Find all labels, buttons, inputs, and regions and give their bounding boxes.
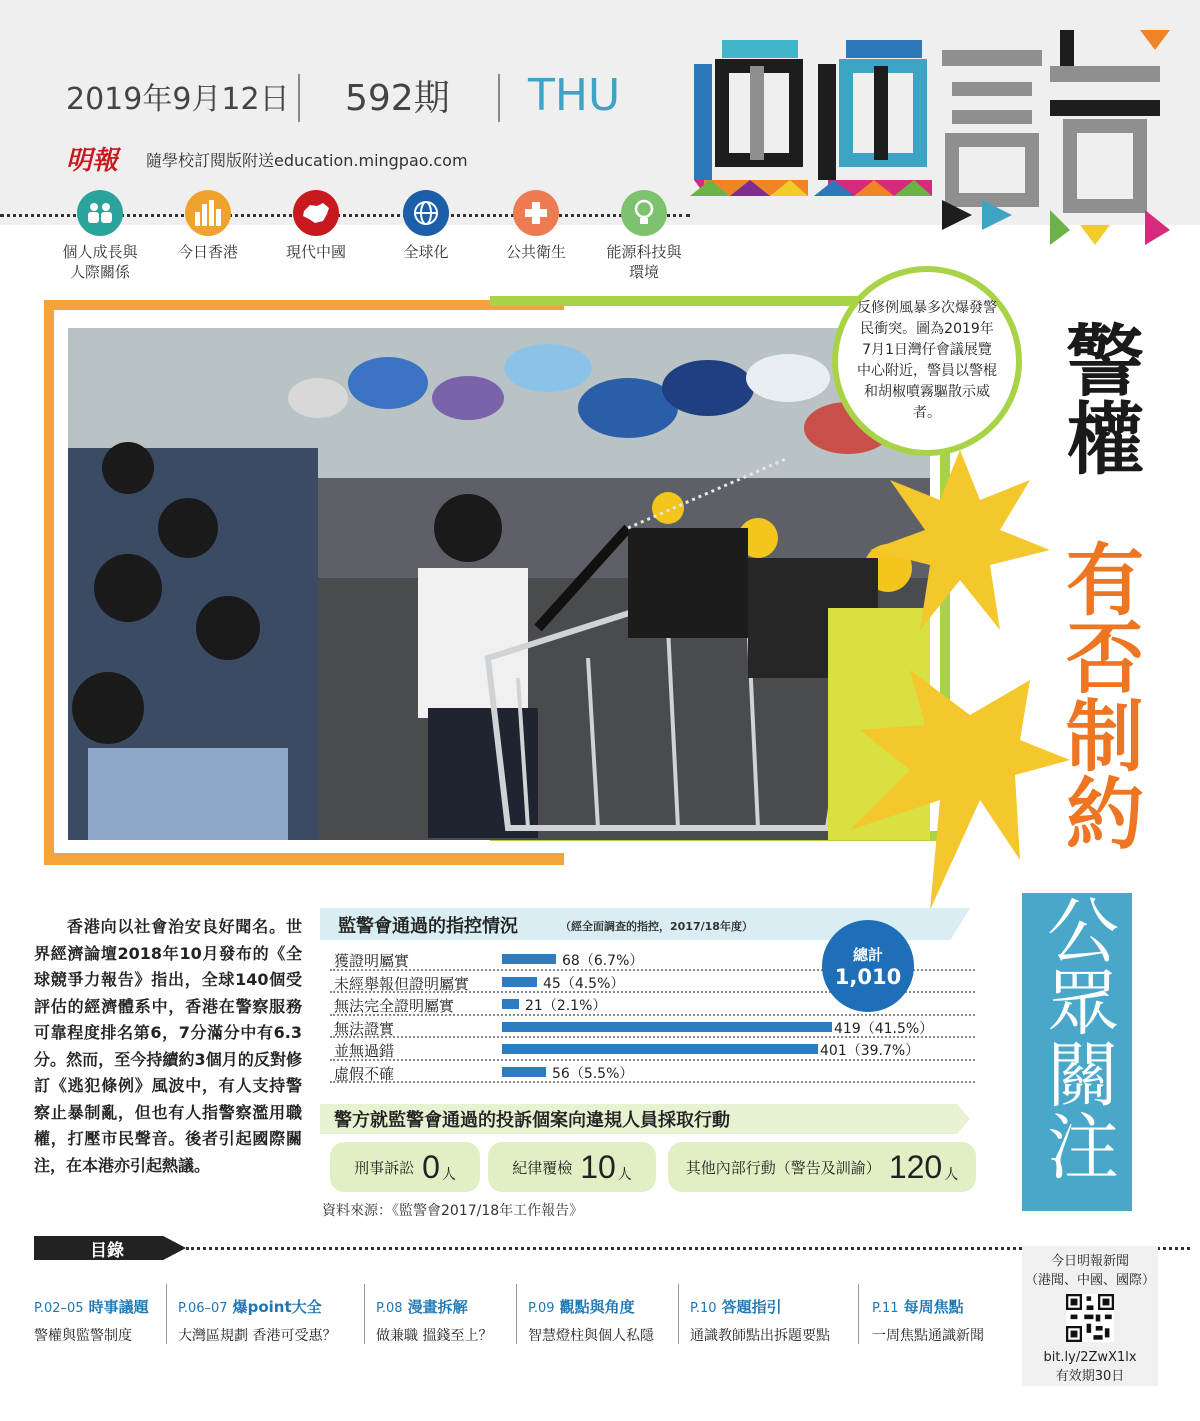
- toc-divider: [678, 1284, 679, 1344]
- action-label: 紀律覆檢: [512, 1158, 573, 1177]
- total-value: 1,010: [834, 964, 902, 989]
- action-value: 120: [888, 1148, 943, 1185]
- toc-divider: [364, 1284, 365, 1344]
- toc-section: 時事議題: [88, 1298, 149, 1316]
- toc-item-p09[interactable]: [528, 1296, 654, 1345]
- chart-bar: [502, 999, 519, 1009]
- total-label: 總計: [852, 945, 883, 964]
- issue-date: 2019年9月12日: [66, 82, 290, 117]
- toc-divider: [858, 1284, 859, 1344]
- masthead-glyph-3: [942, 50, 1042, 230]
- header-divider: [498, 74, 500, 122]
- chart-category-label: 獲證明屬實: [334, 952, 410, 970]
- toc-desc: 一周焦點通識新聞: [872, 1328, 984, 1344]
- toc-item-p02[interactable]: [34, 1296, 149, 1345]
- chart-category-label: 並無過錯: [334, 1042, 395, 1060]
- lead-text: 香港向以社會治安良好聞名。世界經濟論壇2018年10月發布的《全球競爭力報告》指出，全球140個受評估的經濟體系中，香港在警察服務可靠程度排名第6，7分滿分中有6.3分。然而，至今持續約3個月的反對修訂《逃犯條例》風波中，有人支持警察止暴制亂，但也有人指警察濫用職權，打壓市民聲音。後者引起國際關注，在本港亦引起熱議。: [34, 917, 302, 1175]
- toc-divider: [166, 1284, 167, 1344]
- toc-desc: 做兼職 搵錢至上？: [376, 1328, 493, 1344]
- topic-label: 公共衛生: [505, 243, 566, 261]
- topic-hong-kong-today[interactable]: [148, 190, 268, 262]
- toc-item-p06[interactable]: [178, 1296, 336, 1345]
- masthead-glyph-4: [1050, 30, 1170, 245]
- masthead-glyph-1: [690, 40, 808, 196]
- chart-subtitle: （經全面調查的指控，2017/18年度）: [560, 920, 753, 933]
- subscription-note[interactable]: 隨學校訂閱版附送education.mingpao.com: [146, 151, 468, 170]
- masthead-artwork: [690, 30, 1170, 245]
- actions-title: 警方就監警會通過的投訴個案向違規人員採取行動: [334, 1110, 730, 1131]
- qr-url[interactable]: bit.ly/2ZwX1lx: [1043, 1350, 1137, 1365]
- action-disciplinary: [488, 1142, 656, 1192]
- topic-modern-china[interactable]: [256, 190, 376, 262]
- chart-row: [330, 1016, 975, 1039]
- headline-part-1: 警權: [1053, 320, 1144, 476]
- qr-validity: 有效期30日: [1055, 1369, 1125, 1384]
- headline-part-3: 公眾關注: [1035, 893, 1119, 1181]
- action-label: 其他內部行動（警告及訓諭）: [685, 1158, 881, 1177]
- topic-label: 個人成長與 人際關係: [62, 243, 138, 281]
- toc-section: 每周焦點: [903, 1298, 964, 1316]
- mingpao-logo: 明報: [66, 146, 119, 176]
- topic-personal-growth[interactable]: [40, 190, 160, 282]
- chart-category-label: 無法證實: [334, 1019, 395, 1038]
- toc-desc: 智慧燈柱與個人私隱: [528, 1328, 654, 1344]
- topic-label: 現代中國: [285, 243, 346, 261]
- photo-caption: 反修例風暴多次爆發警民衝突。圖為2019年7月1日灣仔會議展覽中心附近，警員以警棍和胡椒噴霧驅散示威者。: [832, 266, 1022, 456]
- chart-category-label: 虛假不確: [334, 1064, 395, 1083]
- chart-value-label: 68（6.7%）: [562, 953, 644, 969]
- toc-item-p10[interactable]: [690, 1296, 830, 1345]
- toc-page: P.10: [690, 1301, 717, 1316]
- toc-label: 目錄: [90, 1241, 124, 1261]
- action-unit: 人: [944, 1167, 959, 1183]
- action-unit: 人: [441, 1167, 456, 1183]
- news-photo: [68, 328, 930, 840]
- action-label: 刑事訴訟: [354, 1158, 415, 1177]
- qr-subtitle: （港聞、中國、國際）: [1024, 1273, 1155, 1288]
- chart-bar: [502, 1044, 818, 1054]
- toc-page: P.06–07: [178, 1301, 228, 1316]
- lightbulb-icon: [621, 190, 667, 236]
- chart-bar: [502, 954, 556, 964]
- chart-value-label: 21（2.1%）: [525, 998, 607, 1014]
- chart-bar: [502, 1067, 546, 1077]
- chart-bar: [502, 1022, 832, 1032]
- city-skyline-icon: [185, 190, 231, 236]
- qr-panel[interactable]: [1022, 1246, 1158, 1386]
- topic-energy-technology[interactable]: [584, 190, 704, 282]
- chart-bar: [502, 977, 537, 987]
- toc-page: P.08: [376, 1301, 403, 1316]
- toc-desc: 大灣區規劃 香港可受惠？: [178, 1328, 337, 1344]
- chart-category-label: 未經舉報但證明屬實: [334, 974, 470, 993]
- protest-photo-illustration: [68, 328, 930, 840]
- chart-row: [330, 1061, 975, 1084]
- action-value: 0: [422, 1148, 440, 1185]
- action-value: 10: [580, 1148, 616, 1185]
- medical-cross-icon: [513, 190, 559, 236]
- chart-total-badge: [822, 920, 914, 1012]
- toc-section: 爆point大全: [232, 1298, 322, 1316]
- toc-page: P.09: [528, 1301, 555, 1316]
- toc-page: P.11: [872, 1301, 899, 1316]
- people-icon: [77, 190, 123, 236]
- topic-label: 能源科技與 環境: [606, 243, 682, 281]
- lead-paragraph: [34, 914, 302, 1179]
- issue-weekday: THU: [528, 70, 621, 121]
- toc-divider: [516, 1284, 517, 1344]
- qr-code-icon[interactable]: [1066, 1294, 1114, 1342]
- topic-label: 今日香港: [177, 243, 238, 261]
- action-criminal: [330, 1142, 480, 1192]
- action-unit: 人: [617, 1167, 632, 1183]
- issue-number: 592期: [345, 78, 450, 119]
- toc-desc: 通識教師點出拆題要點: [690, 1328, 830, 1344]
- headline-part-2-wrap: [1038, 500, 1158, 890]
- chart-value-label: 45（4.5%）: [543, 975, 625, 992]
- topic-globalisation[interactable]: [366, 190, 486, 262]
- masthead-glyph-2: [814, 40, 932, 196]
- chart-value-label: 419（41.5%）: [834, 1020, 934, 1037]
- chart-title: 監警會通過的指控情況: [338, 916, 518, 937]
- chart-value-label: 56（5.5%）: [552, 1065, 634, 1082]
- headline-part-2: 有否制約: [1053, 539, 1144, 851]
- topic-label: 全球化: [403, 243, 449, 261]
- toc-item-p11[interactable]: [872, 1296, 984, 1345]
- masthead-logo: [690, 30, 1170, 245]
- headline-highlight-box: [1022, 893, 1132, 1211]
- action-internal: [668, 1142, 976, 1192]
- toc-section: 漫畫拆解: [407, 1298, 468, 1316]
- toc-section: 觀點與角度: [559, 1298, 635, 1316]
- topic-public-health[interactable]: [476, 190, 596, 262]
- qr-title: 今日明報新聞: [1050, 1254, 1129, 1269]
- chart-row: [330, 1038, 975, 1061]
- chart-value-label: 401（39.7%）: [820, 1043, 920, 1059]
- toc-page: P.02–05: [34, 1301, 84, 1316]
- header-divider: [298, 74, 300, 122]
- toc-desc: 警權與監警制度: [34, 1328, 132, 1344]
- data-source: 資料來源：《監警會2017/18年工作報告》: [322, 1203, 584, 1219]
- toc-section: 答題指引: [721, 1298, 782, 1316]
- chart-category-label: 無法完全證明屬實: [334, 997, 455, 1015]
- toc-item-p08[interactable]: [376, 1296, 492, 1345]
- china-map-icon: [293, 190, 339, 236]
- starburst-decoration: [830, 440, 1070, 910]
- headline: [1038, 300, 1158, 496]
- globe-icon: [403, 190, 449, 236]
